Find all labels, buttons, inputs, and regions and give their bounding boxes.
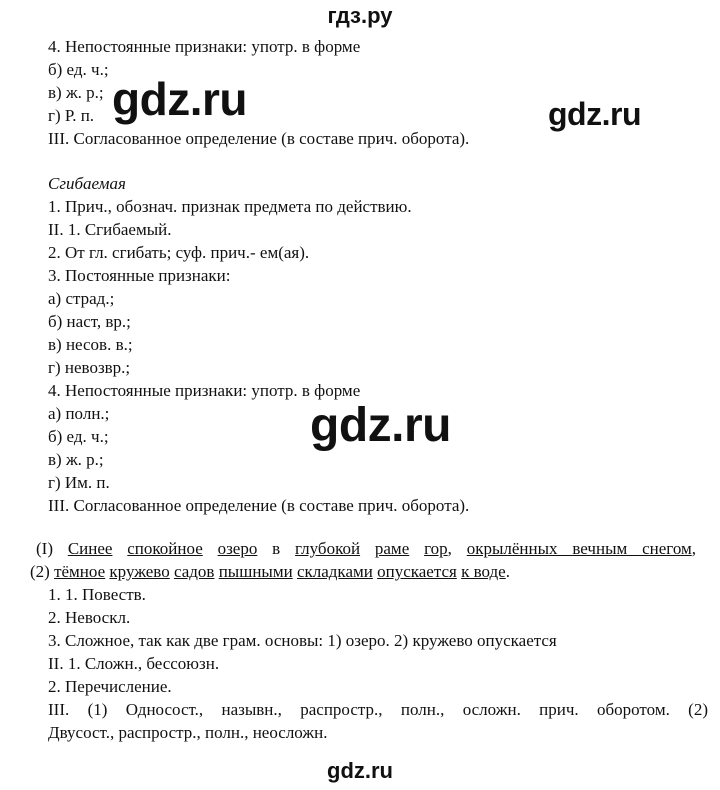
site-footer: gdz.ru <box>327 758 393 783</box>
text-line: 4. Непостоянные признаки: употр. в форме <box>48 37 361 56</box>
text-line: III. Согласованное определение (в составе прич. оборота). <box>48 496 470 515</box>
watermark: gdz.ru <box>310 399 451 452</box>
text-line: в) несов. в.; <box>48 335 133 354</box>
text-line: 2. От гл. сгибать; суф. прич.- ем(ая). <box>48 243 310 262</box>
text-line: в) ж. р.; <box>48 450 104 469</box>
text-line: II. 1. Сложн., бессоюзн. <box>48 654 220 673</box>
text-line: б) ед. ч.; <box>48 427 109 446</box>
sentence-line-2: (2) тёмное кружево садов пышными складками опускается к воде. <box>30 562 510 581</box>
text-line: а) страд.; <box>48 289 115 308</box>
text-line: 3. Постоянные признаки: <box>48 266 231 285</box>
text-line: Двусост., распростр., полн., неосложн. <box>48 723 328 742</box>
text-line: 1. Прич., обознач. признак предмета по действию. <box>48 197 412 216</box>
text-line: 1. 1. Повеств. <box>48 585 146 604</box>
text-line: III. (1) Односост., назывн., распростр., полн., осложн. прич. оборотом. (2) <box>48 700 708 719</box>
text-line: 4. Непостоянные признаки: употр. в форме <box>48 381 361 400</box>
text-line: б) ед. ч.; <box>48 60 109 79</box>
text-line: г) невозвр.; <box>48 358 131 377</box>
text-line: III. Согласованное определение (в составе прич. оборота). <box>48 129 470 148</box>
text-line: б) наст, вр.; <box>48 312 131 331</box>
watermark: gdz.ru <box>548 96 641 132</box>
text-line: в) ж. р.; <box>48 83 104 102</box>
watermark: gdz.ru <box>112 73 247 125</box>
text-line: г) Им. п. <box>48 473 110 492</box>
sentence-line-1: (I) Синее спокойное озеро в глубокой раме гор, окрылённых вечным снегом, <box>36 539 696 558</box>
text-line: г) Р. п. <box>48 106 95 125</box>
text-line: II. 1. Сгибаемый. <box>48 220 172 239</box>
text-line: 2. Перечисление. <box>48 677 172 696</box>
text-line: 2. Невоскл. <box>48 608 131 627</box>
word-title: Сгибаемая <box>48 174 126 193</box>
text-line: 3. Сложное, так как две грам. основы: 1) озеро. 2) кружево опускается <box>48 631 557 650</box>
text-line: а) полн.; <box>48 404 110 423</box>
site-header: гдз.ру <box>327 3 393 28</box>
